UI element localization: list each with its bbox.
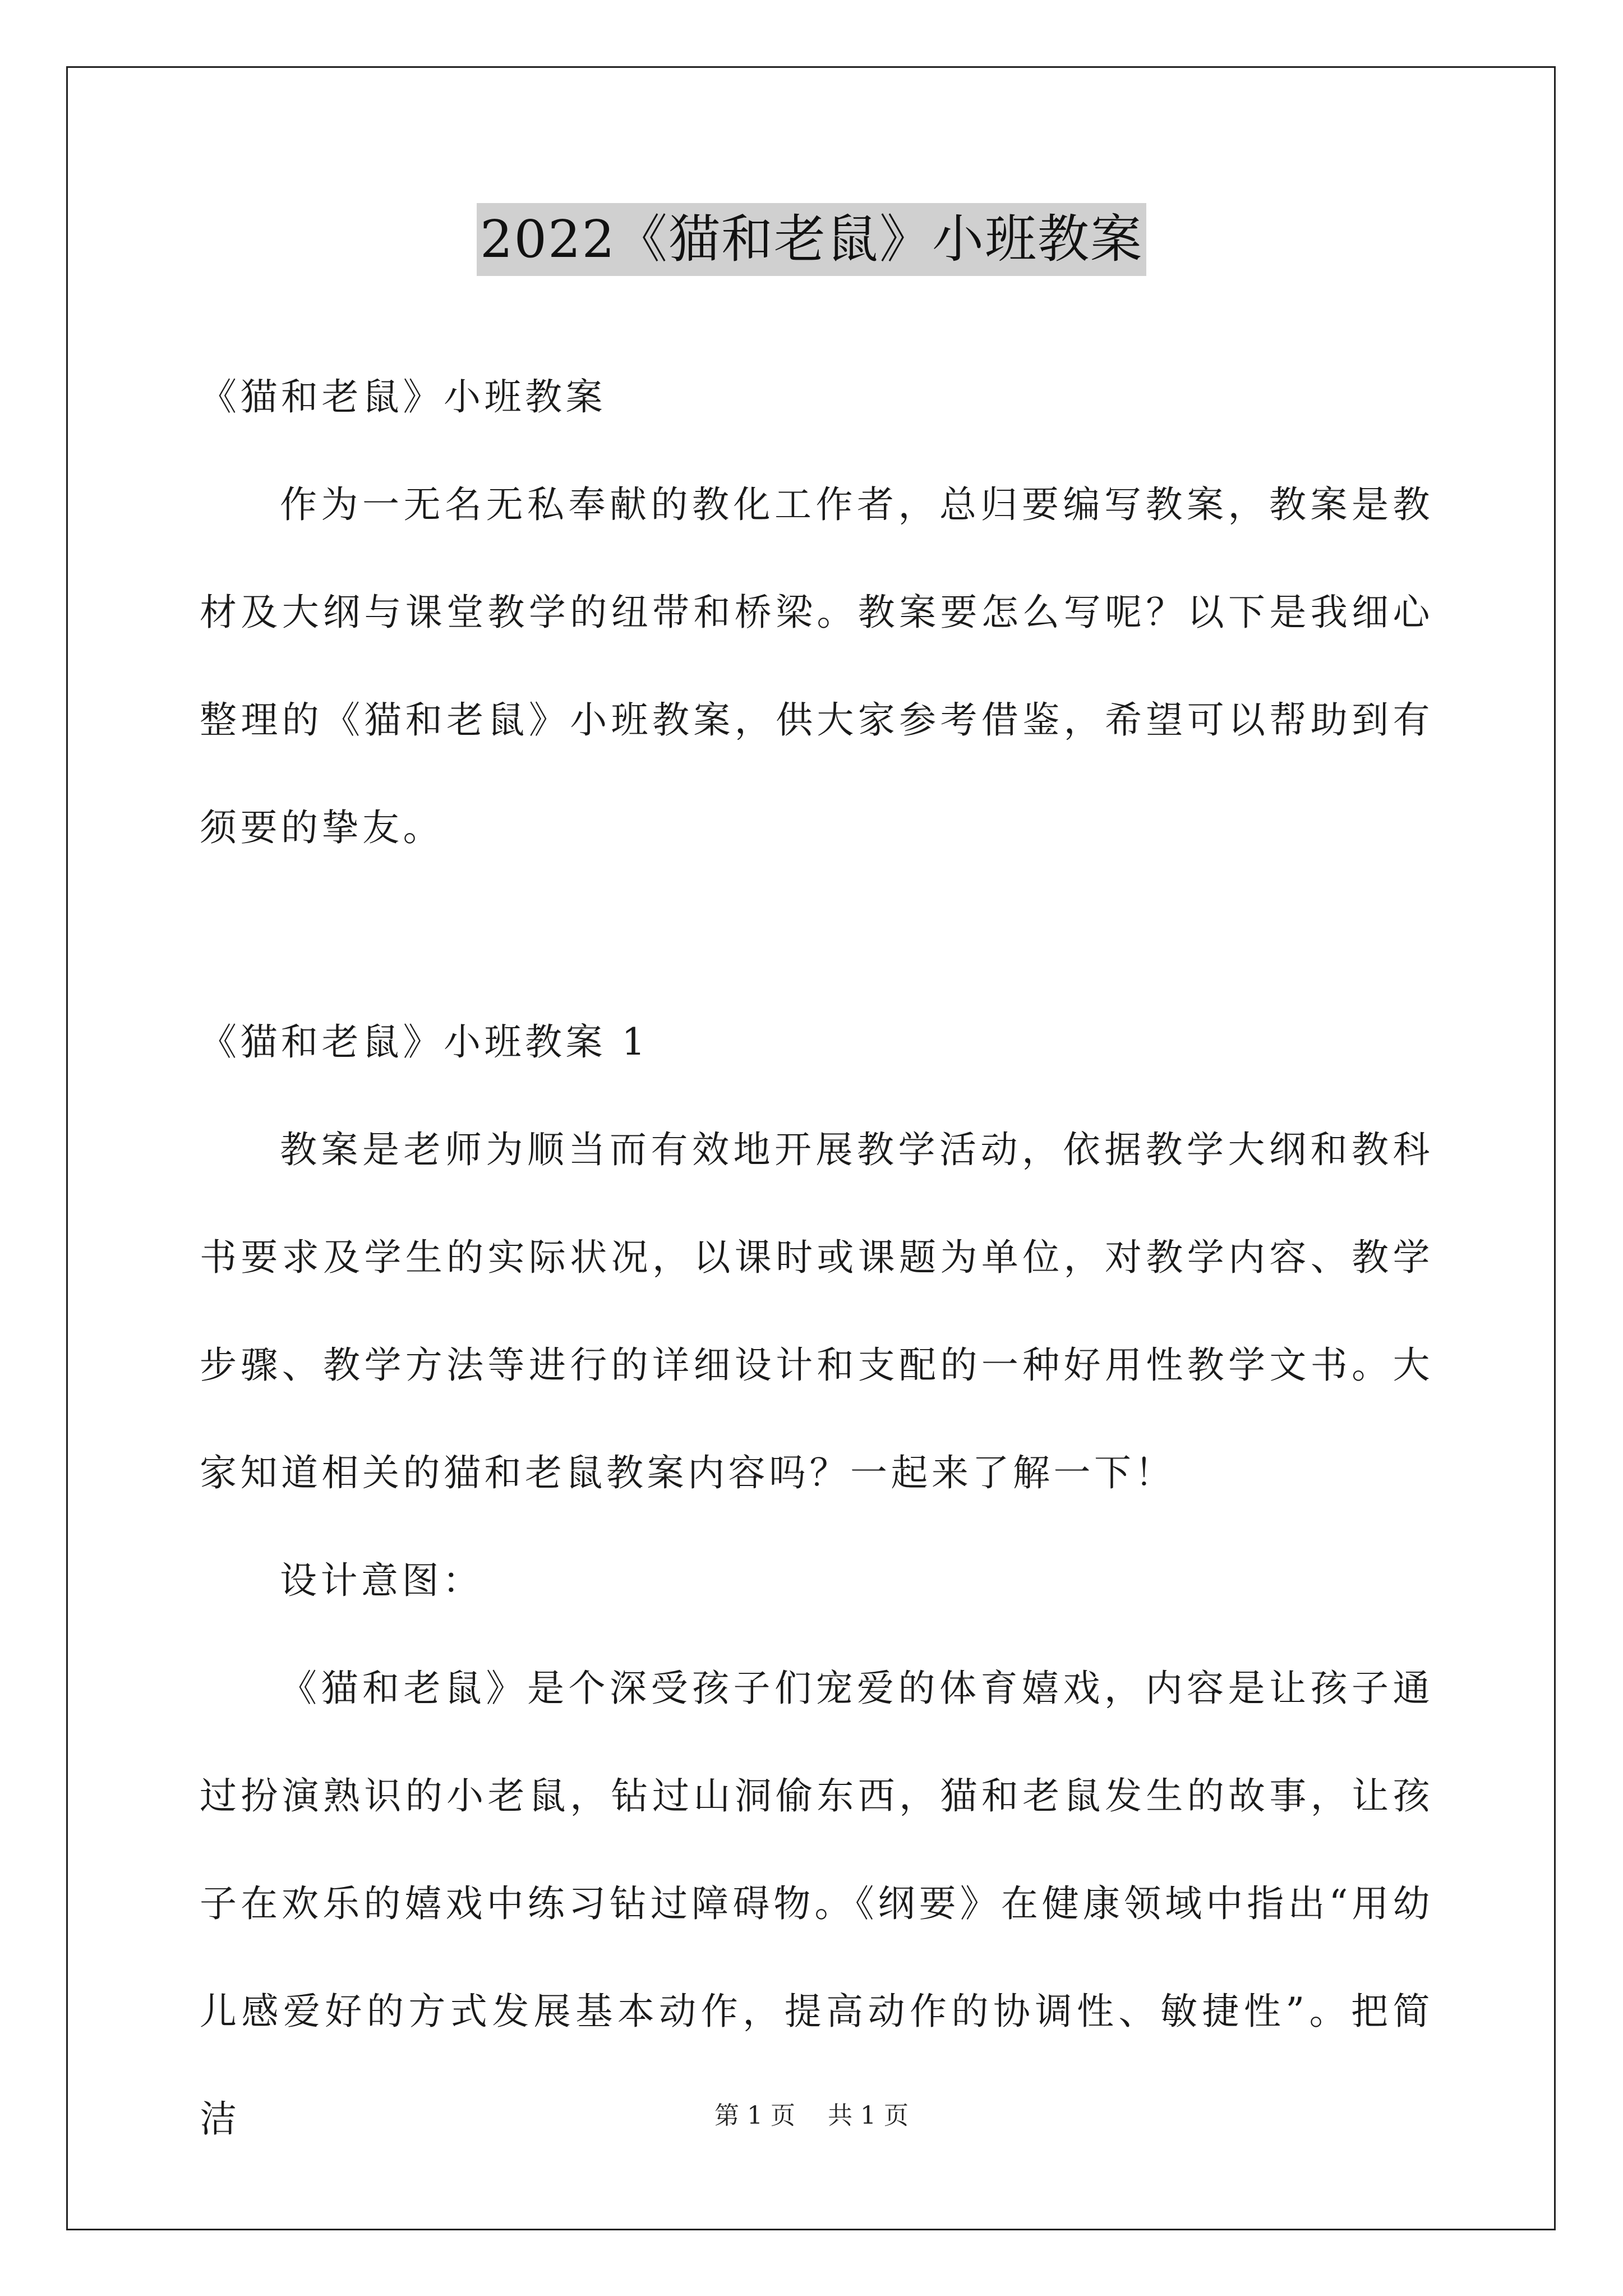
section-paragraph: 教案是老师为顺当而有效地开展教学活动，依据教学大纲和教科书要求及学生的实际状况，以课时或课题为单位，对教学内容、教学步骤、教学方法等进行的详细设计和支配的一种好用性教学文书。大家知道相关的猫和老鼠教案内容吗？一起来了解一下！ bbox=[200, 1128, 1433, 1494]
design-intent-paragraph: 《猫和老鼠》是个深受孩子们宠爱的体育嬉戏，内容是让孩子通过扮演熟识的小老鼠，钻过山洞偷东西，猫和老鼠发生的故事，让孩子在欢乐的嬉戏中练习钻过障碍物。《纲要》在健康领域中指出“用幼儿感爱好的方式发展基本动作，提高动作的协调性、敏捷性”。把简洁 bbox=[200, 1667, 1433, 2141]
intro-paragraph: 作为一无名无私奉献的教化工作者，总归要编写教案，教案是教材及大纲与课堂教学的纽带和桥梁。教案要怎么写呢？以下是我细心整理的《猫和老鼠》小班教案，供大家参考借鉴，希望可以帮助到有须要的挚友。 bbox=[200, 483, 1433, 849]
section-heading: 《猫和老鼠》小班教案 1 bbox=[200, 1020, 649, 1064]
title-container bbox=[0, 203, 1623, 276]
page-total: 共 1 页 bbox=[828, 2101, 909, 2130]
design-intent-label: 设计意图： bbox=[280, 1559, 483, 1602]
document-title: 2022《猫和老鼠》小班教案 bbox=[477, 203, 1146, 276]
section-spacer bbox=[200, 882, 1433, 988]
page-footer bbox=[0, 2095, 1623, 2131]
page-number: 第 1 页 bbox=[714, 2101, 795, 2130]
document-body bbox=[200, 343, 1433, 2173]
document-subtitle: 《猫和老鼠》小班教案 bbox=[200, 375, 606, 418]
